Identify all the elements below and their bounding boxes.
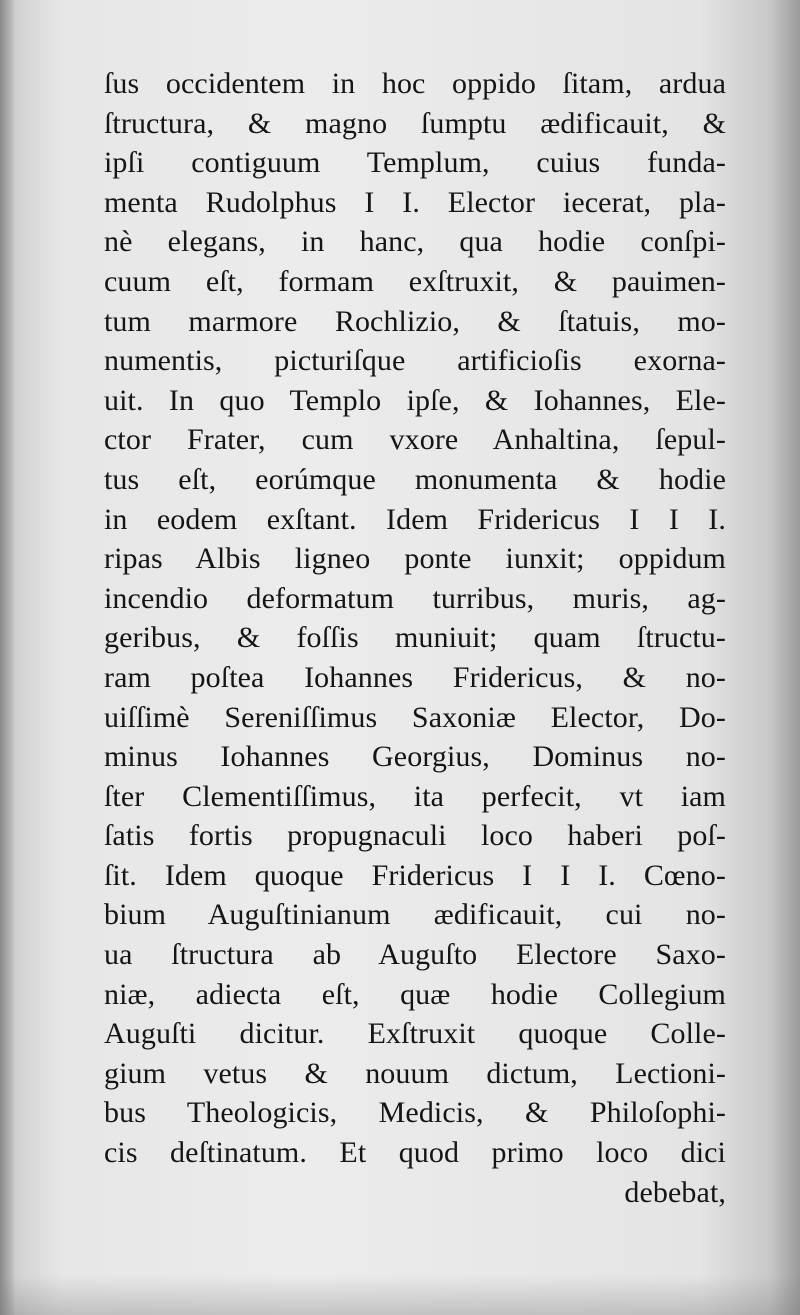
text-line: cis deſtinatum. Et quod primo loco dici	[104, 1136, 726, 1170]
body-text	[104, 64, 726, 1212]
page-bottom-shadow	[0, 1275, 800, 1315]
text-line: Auguſti dicitur. Exſtruxit quoque Colle-	[104, 1017, 726, 1051]
text-line: menta Rudolphus I I. Elector iecerat, pla-	[104, 185, 726, 219]
text-line: ſit. Idem quoque Fridericus I I I. Cœno-	[104, 858, 726, 892]
text-line: ctor Frater, cum vxore Anhaltina, ſepul-	[104, 423, 726, 457]
text-line: tum marmore Rochlizio, & ſtatuis, mo-	[104, 304, 726, 338]
catchword: debebat,	[624, 1175, 726, 1209]
text-line: geribus, & foſſis muniuit; quam ſtructu-	[104, 621, 726, 655]
text-line: niæ, adiecta eſt, quæ hodie Collegium	[104, 977, 726, 1011]
text-line: ram poſtea Iohannes Fridericus, & no-	[104, 660, 726, 694]
text-line: numentis, picturiſque artificioſis exorna-	[104, 344, 726, 378]
text-line: uit. In quo Templo ipſe, & Iohannes, Ele-	[104, 383, 726, 417]
page-left-edge	[0, 0, 14, 1315]
text-line: ſtructura, & magno ſumptu ædificauit, &	[104, 106, 726, 140]
text-line: ua ſtructura ab Auguſto Electore Saxo-	[104, 938, 726, 972]
text-line: ſter Clementiſſimus, ita perfecit, vt iam	[104, 779, 726, 813]
text-line: cuum eſt, formam exſtruxit, & pauimen-	[104, 264, 726, 298]
text-line: bus Theologicis, Medicis, & Philoſophi-	[104, 1096, 726, 1130]
text-line: gium vetus & nouum dictum, Lectioni-	[104, 1056, 726, 1090]
text-line: uiſſimè Sereniſſimus Saxoniæ Elector, Do-	[104, 700, 726, 734]
text-line: ripas Albis ligneo ponte iunxit; oppidum	[104, 542, 726, 576]
text-line: tus eſt, eorúmque monumenta & hodie	[104, 462, 726, 496]
text-line: ipſi contiguum Templum, cuius funda-	[104, 146, 726, 180]
text-line: bium Auguſtinianum ædificauit, cui no-	[104, 898, 726, 932]
text-line: minus Iohannes Georgius, Dominus no-	[104, 740, 726, 774]
text-line: incendio deformatum turribus, muris, ag-	[104, 581, 726, 615]
text-line: in eodem exſtant. Idem Fridericus I I I.	[104, 502, 726, 536]
text-line: ſus occidentem in hoc oppido ſitam, ardua	[104, 67, 726, 100]
text-line: nè elegans, in hanc, qua hodie conſpi-	[104, 225, 726, 259]
text-line: ſatis fortis propugnaculi loco haberi poſ-	[104, 819, 726, 853]
